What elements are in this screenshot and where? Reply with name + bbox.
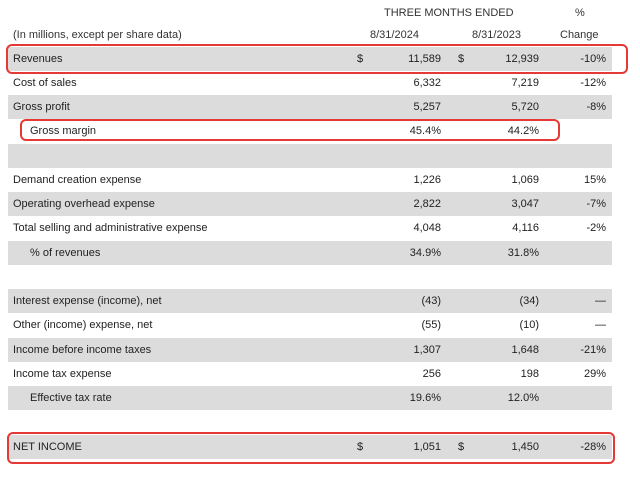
row-label: Demand creation expense (13, 174, 142, 186)
value-2023: 12.0% (507, 392, 539, 404)
value-2024: 256 (422, 368, 441, 380)
value-2024: 4,048 (413, 222, 441, 234)
table-row-gross-margin (8, 119, 612, 143)
dollar-sign: $ (357, 441, 364, 453)
change-value: -10% (580, 53, 606, 65)
change-value: -21% (580, 344, 606, 356)
table-row-spacer (8, 265, 612, 289)
column-header-2024: 8/31/2024 (370, 29, 419, 41)
row-label: Gross profit (13, 101, 70, 113)
value-2024: 45.4% (409, 125, 441, 137)
value-2024: (55) (421, 319, 441, 331)
row-label: Cost of sales (13, 77, 77, 89)
value-2023: 1,648 (511, 344, 539, 356)
column-header-2023: 8/31/2023 (472, 29, 521, 41)
table-row-cost-of-sales (8, 71, 612, 95)
row-label: Effective tax rate (30, 392, 112, 404)
value-2023: 4,116 (512, 222, 539, 234)
table-row-operating-overhead (8, 192, 612, 216)
row-label: Operating overhead expense (13, 198, 155, 210)
change-value: -8% (586, 101, 606, 113)
row-label: Gross margin (30, 125, 97, 137)
value-2024: (43) (421, 295, 441, 307)
row-label: % of revenues (30, 247, 101, 259)
row-label: Income tax expense (13, 368, 112, 380)
value-2023: 12,939 (505, 53, 539, 65)
table-row-total-sga (8, 216, 612, 240)
change-value: -28% (580, 441, 606, 453)
dollar-sign: $ (458, 53, 465, 65)
change-value: — (595, 319, 606, 331)
column-header-change: Change (560, 29, 599, 41)
value-2024: 19.6% (409, 392, 441, 404)
row-label: Income before income taxes (13, 344, 152, 356)
table-row-demand-creation (8, 168, 612, 192)
value-2023: 5,720 (511, 101, 539, 113)
value-2024: 1,226 (413, 174, 441, 186)
row-label: Other (income) expense, net (13, 319, 153, 331)
table-row-net-income (8, 435, 612, 459)
value-2023: 31.8% (507, 247, 539, 259)
period-header: THREE MONTHS ENDED (384, 7, 514, 19)
table-row-spacer (8, 410, 612, 434)
dollar-sign: $ (357, 53, 364, 65)
row-label: Revenues (13, 53, 63, 65)
value-2024: 6,332 (413, 77, 441, 89)
value-2023: (10) (519, 319, 539, 331)
value-2024: 1,307 (413, 344, 441, 356)
value-2024: 2,822 (413, 198, 441, 210)
value-2023: 3,047 (511, 198, 539, 210)
change-value: 29% (583, 368, 606, 380)
row-label: Interest expense (income), net (13, 295, 162, 307)
value-2023: 44.2% (507, 125, 539, 137)
table-row-pct-revenues (8, 241, 612, 265)
table-row-spacer (8, 144, 612, 168)
table-row-interest-expense (8, 289, 612, 313)
change-value: — (595, 295, 606, 307)
change-value: 15% (583, 174, 606, 186)
value-2024: 5,257 (413, 101, 441, 113)
units-note: (In millions, except per share data) (13, 29, 182, 41)
table-row-income-tax (8, 362, 612, 386)
row-label: NET INCOME (13, 441, 82, 453)
percent-header: % (575, 7, 585, 19)
table-row-other-expense (8, 313, 612, 337)
value-2023: 7,219 (511, 77, 539, 89)
value-2023: 1,450 (511, 441, 539, 453)
value-2023: (34) (519, 295, 539, 307)
table-row-income-before-taxes (8, 338, 612, 362)
value-2024: 1,051 (413, 441, 441, 453)
value-2023: 198 (520, 368, 539, 380)
value-2024: 11,589 (408, 53, 441, 65)
table-row-revenues (8, 47, 612, 71)
change-value: -12% (580, 77, 606, 89)
change-value: -2% (586, 222, 606, 234)
value-2024: 34.9% (409, 247, 441, 259)
table-row-effective-tax-rate (8, 386, 612, 410)
row-label: Total selling and administrative expense (13, 222, 208, 234)
dollar-sign: $ (458, 441, 465, 453)
value-2023: 1,069 (511, 174, 539, 186)
change-value: -7% (586, 198, 606, 210)
table-row-gross-profit (8, 95, 612, 119)
